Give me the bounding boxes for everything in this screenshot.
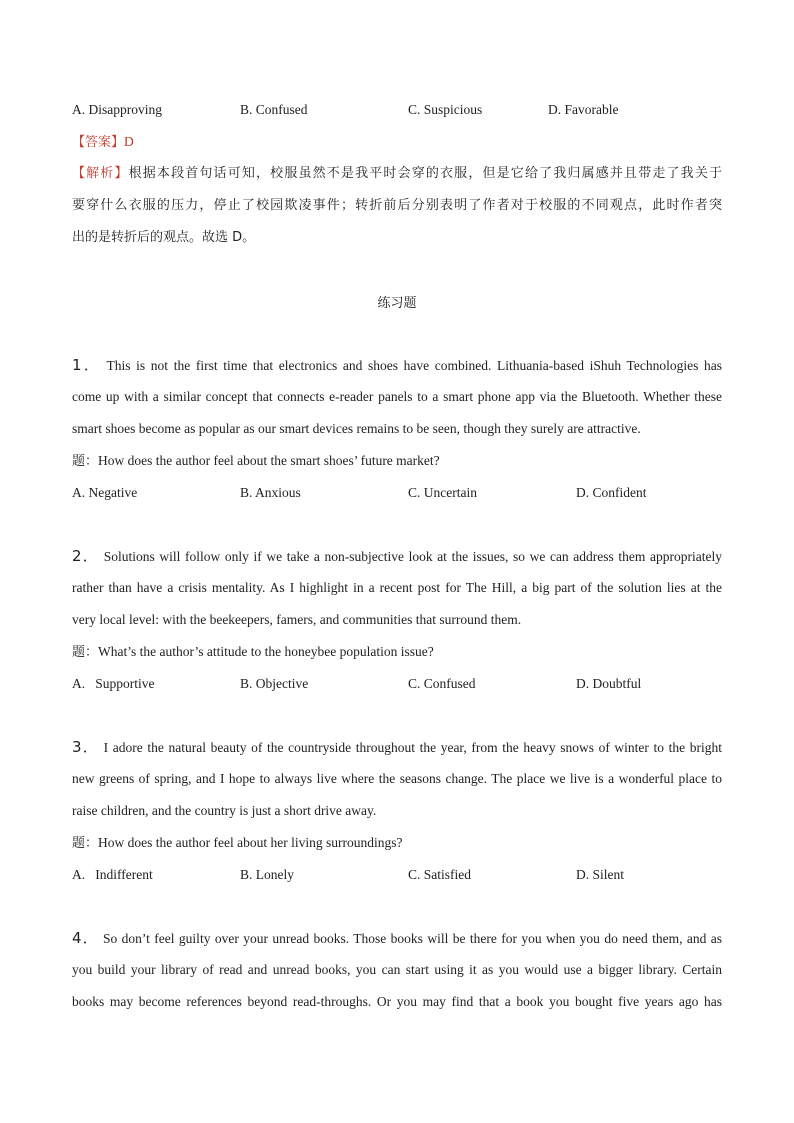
prev-option-c: C. Suspicious <box>408 102 483 117</box>
analysis-line-3: 出的是转折后的观点。故选 D。 <box>72 230 256 245</box>
q2-text-1: Solutions will follow only if we take a non-subjective look at the issues, so we can address them appropriately <box>103 549 723 564</box>
q1-option-a: A. Negative <box>72 485 138 500</box>
analysis-text-1: 根据本段首句话可知，校服虽然不是我平时会穿的衣服，但是它给了我归属感并且带走了我关于 <box>128 166 722 181</box>
q4-line-1 <box>72 928 722 949</box>
q3-option-a: A. Indifferent <box>72 867 153 882</box>
q2-number: 2． <box>72 547 100 565</box>
q1-line-2: come up with a similar concept that connects e-reader panels to a smart phone app via the Bluetooth. Whether these <box>72 389 722 404</box>
q3-line-1 <box>72 737 722 758</box>
q2-question-text: What’s the author’s attitude to the honeybee population issue? <box>98 644 434 659</box>
q2-question <box>72 642 722 663</box>
analysis-line-2: 要穿什么衣服的压力，停止了校园欺凌事件；转折前后分别表明了作者对于校服的不同观点，此时作者突 <box>72 198 722 213</box>
q2-option-d: D. Doubtful <box>576 676 642 691</box>
q3-question <box>72 833 722 854</box>
answer-line <box>72 132 722 153</box>
q1-question-text: How does the author feel about the smart shoes’ future market? <box>98 453 440 468</box>
q3-question-text: How does the author feel about her living surroundings? <box>98 835 403 850</box>
section-title: 练习题 <box>377 296 417 311</box>
q3-number: 3． <box>72 738 100 756</box>
q3-option-b: B. Lonely <box>240 867 294 882</box>
q2-option-b: B. Objective <box>240 676 309 691</box>
q4-number: 4． <box>72 929 99 947</box>
q2-option-c: C. Confused <box>408 676 476 691</box>
q3-line-2: new greens of spring, and I hope to always live where the seasons change. The place we live is a wonderful place to <box>72 771 722 786</box>
q1-number: 1． <box>72 356 102 374</box>
q1-question-label: 题： <box>72 454 99 469</box>
q1-option-c: C. Uncertain <box>408 485 477 500</box>
analysis-line-1 <box>72 164 722 184</box>
q2-line-1 <box>72 546 722 567</box>
prev-option-b: B. Confused <box>240 102 308 117</box>
q4-line-2: you build your library of read and unread books, you can start using it as you would use a bigger library. Certain <box>72 962 722 977</box>
q3-line-3: raise children, and the country is just a short drive away. <box>72 803 377 818</box>
q1-question <box>72 451 722 472</box>
answer-value: D <box>124 134 134 149</box>
q2-line-3: very local level: with the beekeepers, famers, and communities that surround them. <box>72 612 522 627</box>
analysis-label: 【解析】 <box>72 166 129 181</box>
q2-line-2: rather than have a crisis mentality. As I highlight in a recent post for The Hill, a big part of the solution lies at the <box>72 580 722 595</box>
q1-option-b: B. Anxious <box>240 485 301 500</box>
q4-text-1: So don’t feel guilty over your unread books. Those books will be there for you when you do need them, and as <box>103 931 722 946</box>
q1-line-1 <box>72 355 722 376</box>
q4-line-3: books may become references beyond read-throughs. Or you may find that a book you bought five years ago has <box>72 994 722 1009</box>
prev-option-d: D. Favorable <box>548 102 619 117</box>
q1-option-d: D. Confident <box>576 485 647 500</box>
q2-option-a: A. Supportive <box>72 676 155 691</box>
q3-question-label: 题： <box>72 836 99 851</box>
q1-line-3: smart shoes become as popular as our smart devices remains to be seen, though they surely are attractive. <box>72 421 641 436</box>
q3-text-1: I adore the natural beauty of the countryside throughout the year, from the heavy snows of winter to the bright <box>103 740 723 755</box>
prev-option-a: A. Disapproving <box>72 102 162 117</box>
q3-option-c: C. Satisfied <box>408 867 471 882</box>
q3-option-d: D. Silent <box>576 867 625 882</box>
q1-text-1: This is not the first time that electronics and shoes have combined. Lithuania-based iShuh Technologies has <box>106 358 722 373</box>
q2-question-label: 题： <box>72 645 99 660</box>
answer-label: 【答案】 <box>72 135 125 150</box>
